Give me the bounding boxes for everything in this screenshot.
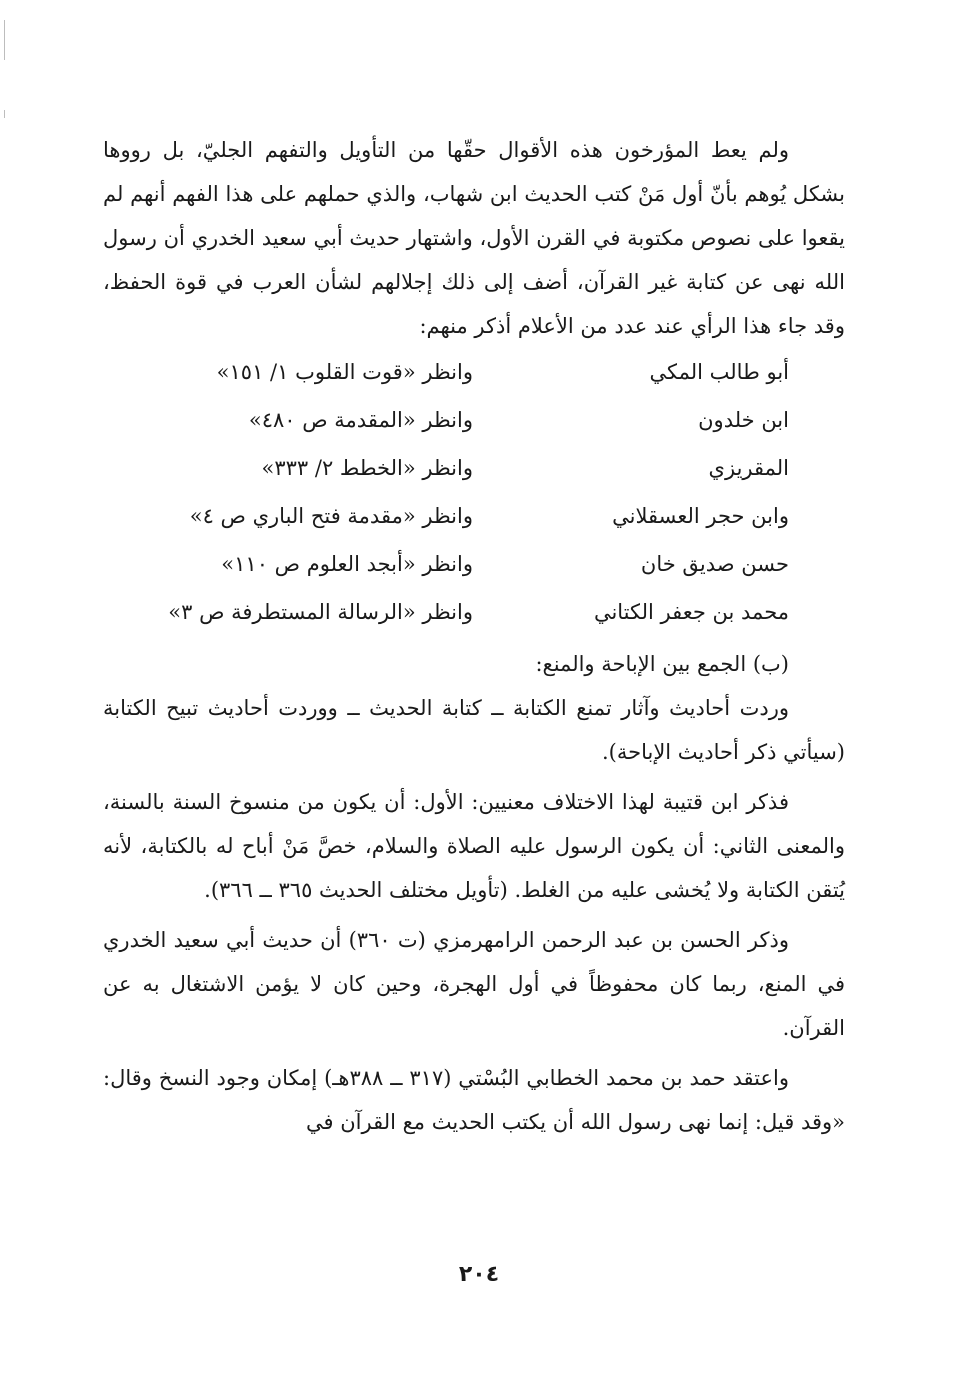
paragraph-hadith-permission: وردت أحاديث وآثار تمنع الكتابة ــ كتابة الحديث ــ ووردت أحاديث تبيح الكتابة (سيأتي ذكر أحاديث الإباحة).: [103, 696, 845, 764]
reference-source: وانظر «الرسالة المستطرفة ص ٣»: [168, 600, 473, 624]
reference-source: وانظر «المقدمة ص ٤٨٠»: [248, 408, 473, 432]
paragraph-khattabi: واعتقد حمد بن محمد الخطابي البُسْتي (٣١٧ ــ ٣٨٨هـ) إمكان وجود النسخ وقال: «وقد قيل: إنما نهى رسول الله أن يكتب الحديث مع القرآن في: [103, 1066, 845, 1134]
intro-paragraph: ولم يعط المؤرخون هذه الأقوال حقّها من التأويل والتفهم الجليّ، بل رووها بشكل يُوهم بأنّ أول مَنْ كتب الحديث ابن شهاب، والذي حملهم على هذا الفهم أنهم لم يقعوا على نصوص مكتوبة في القرن الأول، واشتهار حديث أبي سعيد الخدري أن رسول الله نهى عن كتابة غير القرآن، أضف إلى ذلك إجلالهم لشأن العرب في قوة الحفظ، وقد جاء هذا الرأي عند عدد من الأعلام أذكر منهم:: [103, 138, 845, 338]
reference-source: وانظر «مقدمة فتح الباري ص ٤»: [189, 504, 473, 528]
reference-row: [103, 444, 845, 492]
reference-source: وانظر «الخطط ٢/ ٣٣٣»: [261, 456, 473, 480]
reference-source: وانظر «أبجد العلوم ص ١١٠»: [221, 552, 473, 576]
scholar-name: محمد بن جعفر الكتاني: [593, 600, 789, 624]
scholar-name: ابن خلدون: [698, 408, 789, 432]
scholar-name: حسن صديق خان: [640, 552, 789, 576]
scholar-name: وابن حجر العسقلاني: [612, 504, 789, 528]
paragraph-ibn-qutaybah: فذكر ابن قتيبة لهذا الاختلاف معنيين: الأول: أن يكون من منسوخ السنة بالسنة، والمعنى الثاني: أن يكون الرسول عليه الصلاة والسلام، خصَّ مَنْ أباح له بالكتابة، لأنه يُتقن الكتابة ولا يُخشى عليه من الغلط. (تأويل مختلف الحديث ٣٦٥ ــ ٣٦٦).: [103, 790, 845, 902]
section-heading-b: (ب) الجمع بين الإباحة والمنع:: [535, 652, 789, 676]
reference-row: [103, 540, 845, 588]
scholar-name: أبو طالب المكي: [649, 360, 789, 384]
scholars-reference-list: [103, 348, 845, 636]
scan-margin-mark: [4, 110, 5, 118]
reference-source: وانظر «قوت القلوب ١/ ١٥١»: [216, 360, 473, 384]
paragraph-ramahurmuzi: وذكر الحسن بن عبد الرحمن الرامهرمزي (ت ٣٦٠) أن حديث أبي سعيد الخدري في المنع، ربما كان محفوظاً في أول الهجرة، وحين كان لا يؤمن الاشتغال به عن القرآن.: [103, 928, 845, 1040]
page-number: ٢٠٤: [458, 1262, 500, 1287]
reference-row: [103, 588, 845, 636]
document-page: [103, 128, 845, 1144]
scan-margin-mark: [4, 20, 5, 60]
reference-row: [103, 492, 845, 540]
reference-row: [103, 396, 845, 444]
reference-row: [103, 348, 845, 396]
scholar-name: المقريزي: [708, 456, 789, 480]
